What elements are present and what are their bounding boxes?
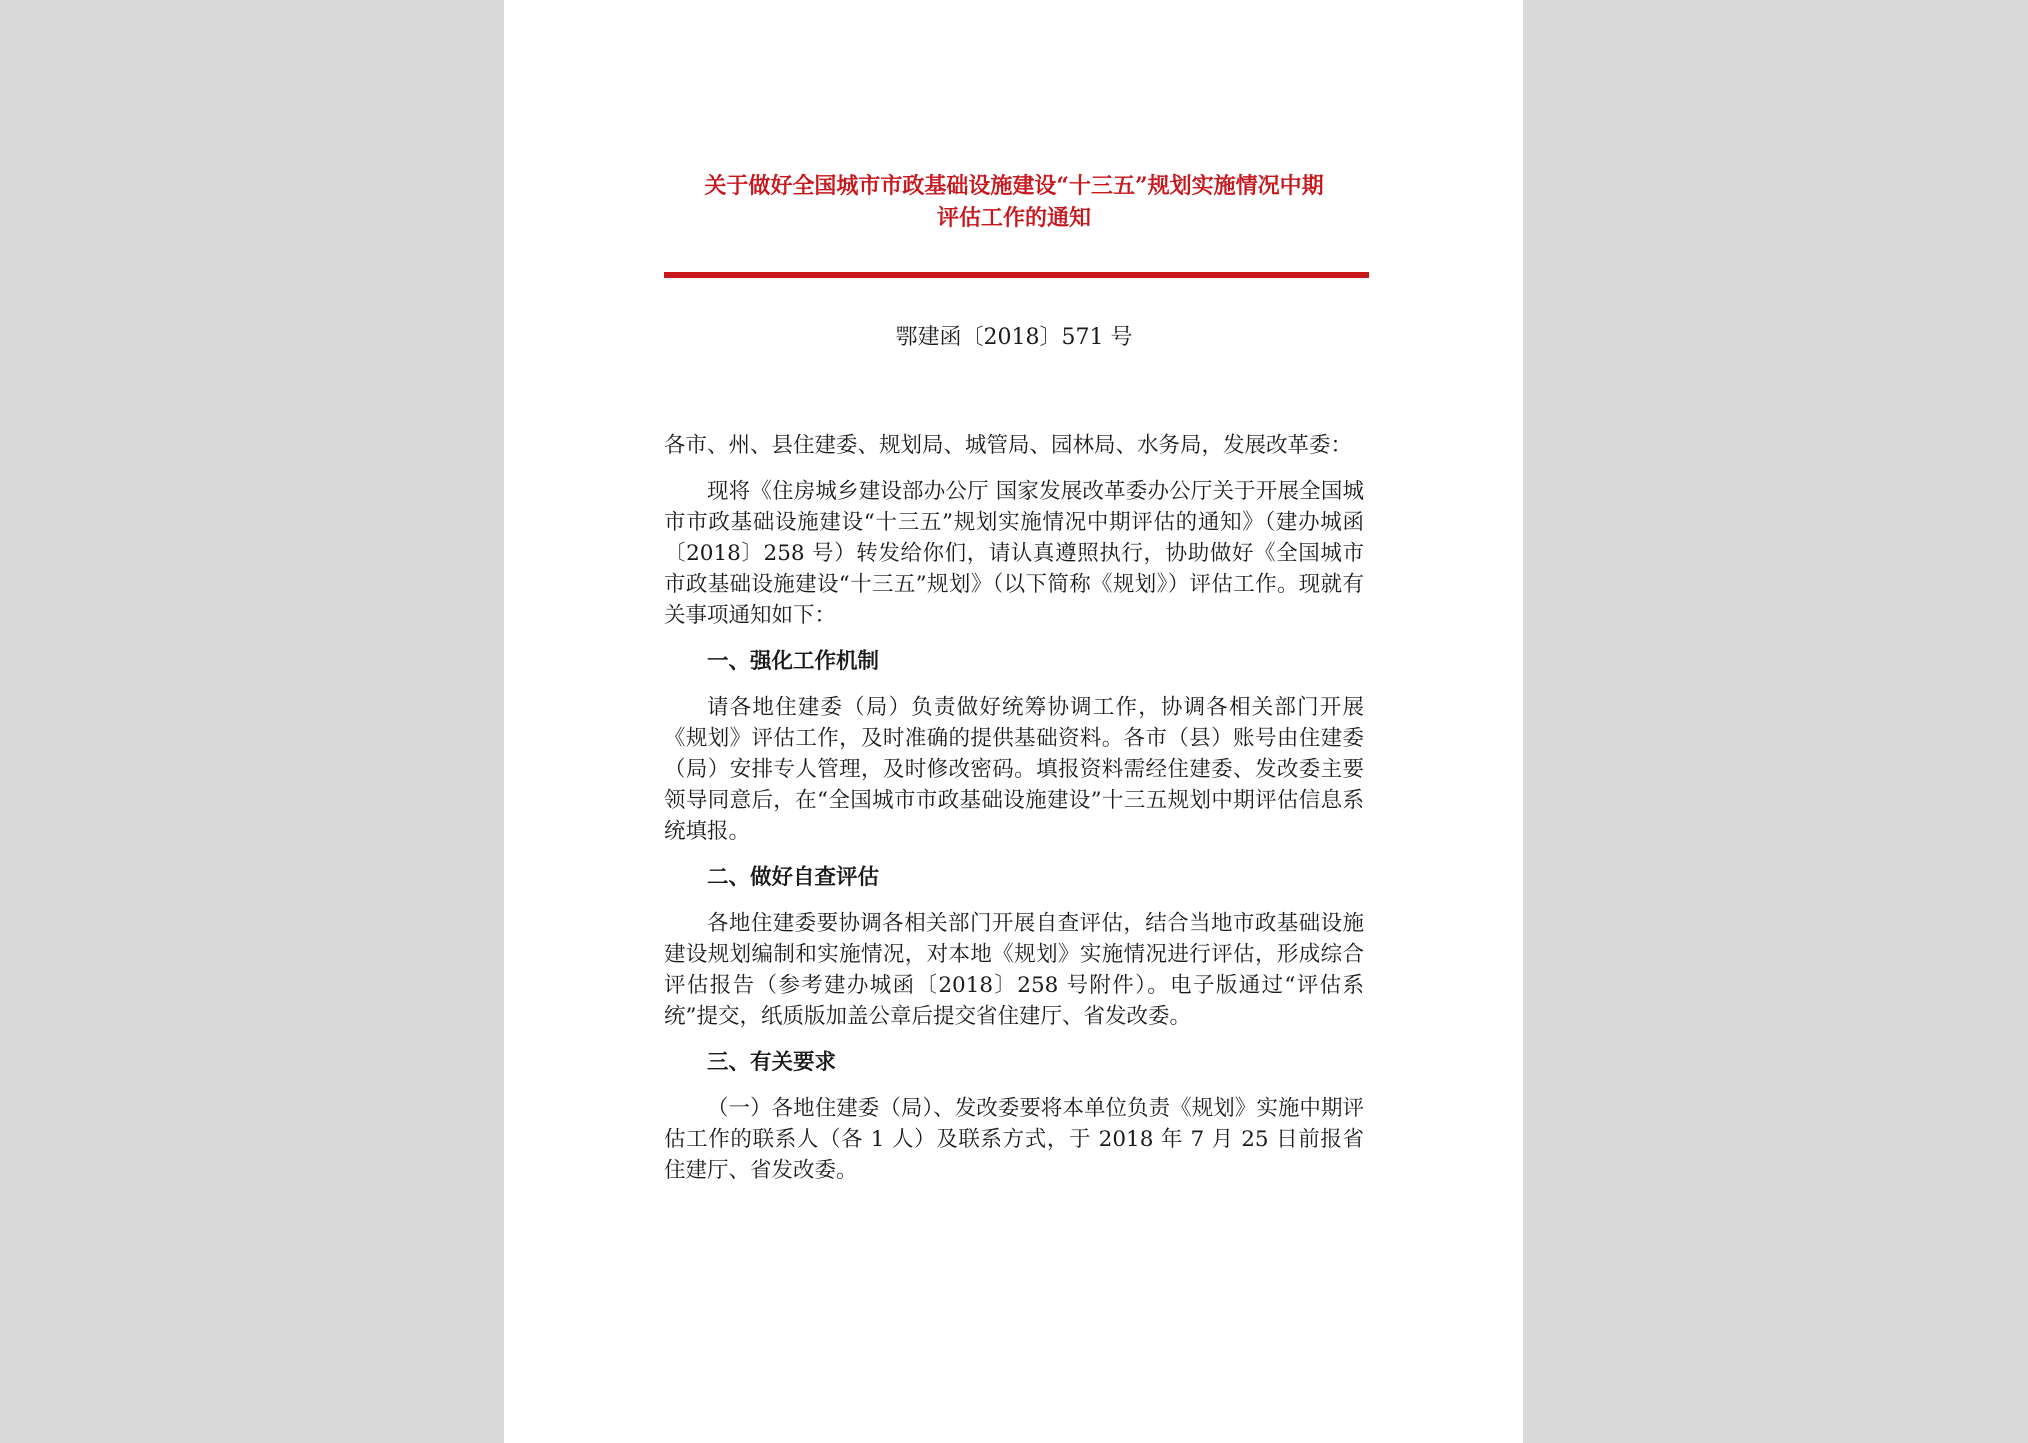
- section-heading-1: 一、强化工作机制: [707, 649, 880, 674]
- section-text-3: （一）各地住建委（局）、发改委要将本单位负责《规划》实施中期评估工作的联系人（各 1 人）及联系方式，于 2018 年 7 月 25 日前报省住建厅、省发改委。: [664, 1096, 1364, 1183]
- section-text-2: 各地住建委要协调各相关部门开展自查评估，结合当地市政基础设施建设规划编制和实施情况，对本地《规划》实施情况进行评估，形成综合评估报告（参考建办城函〔2018〕258 号附件）。电子版通过“评估系统”提交，纸质版加盖公章后提交省住建厅、省发改委。: [664, 911, 1364, 1029]
- document-title: [664, 170, 1364, 234]
- section-heading-2: 二、做好自查评估: [707, 865, 880, 890]
- intro-paragraph: 现将《住房城乡建设部办公厅 国家发展改革委办公厅关于开展全国城市市政基础设施建设“十三五”规划实施情况中期评估的通知》（建办城函〔2018〕258 号）转发给你们，请认真遵照执行，协助做好《全国城市市政基础设施建设“十三五”规划》（以下简称《规划》）评估工作。现就有关事项通知如下：: [664, 479, 1364, 628]
- title-line-2: 评估工作的通知: [936, 205, 1091, 231]
- document-page: [504, 0, 1523, 1443]
- red-header-rule: [664, 272, 1369, 278]
- section-heading-3: 三、有关要求: [707, 1050, 837, 1075]
- document-body: [664, 430, 1364, 1186]
- document-number: 鄂建函〔2018〕571 号: [895, 325, 1133, 350]
- section-text-1: 请各地住建委（局）负责做好统筹协调工作，协调各相关部门开展《规划》评估工作，及时准确的提供基础资料。各市（县）账号由住建委（局）安排专人管理，及时修改密码。填报资料需经住建委、发改委主要领导同意后，在“全国城市市政基础设施建设”十三五规划中期评估信息系统填报。: [664, 695, 1364, 844]
- title-line-1: 关于做好全国城市市政基础设施建设“十三五”规划实施情况中期: [704, 173, 1324, 199]
- addressee: 各市、州、县住建委、规划局、城管局、园林局、水务局，发展改革委：: [664, 433, 1353, 458]
